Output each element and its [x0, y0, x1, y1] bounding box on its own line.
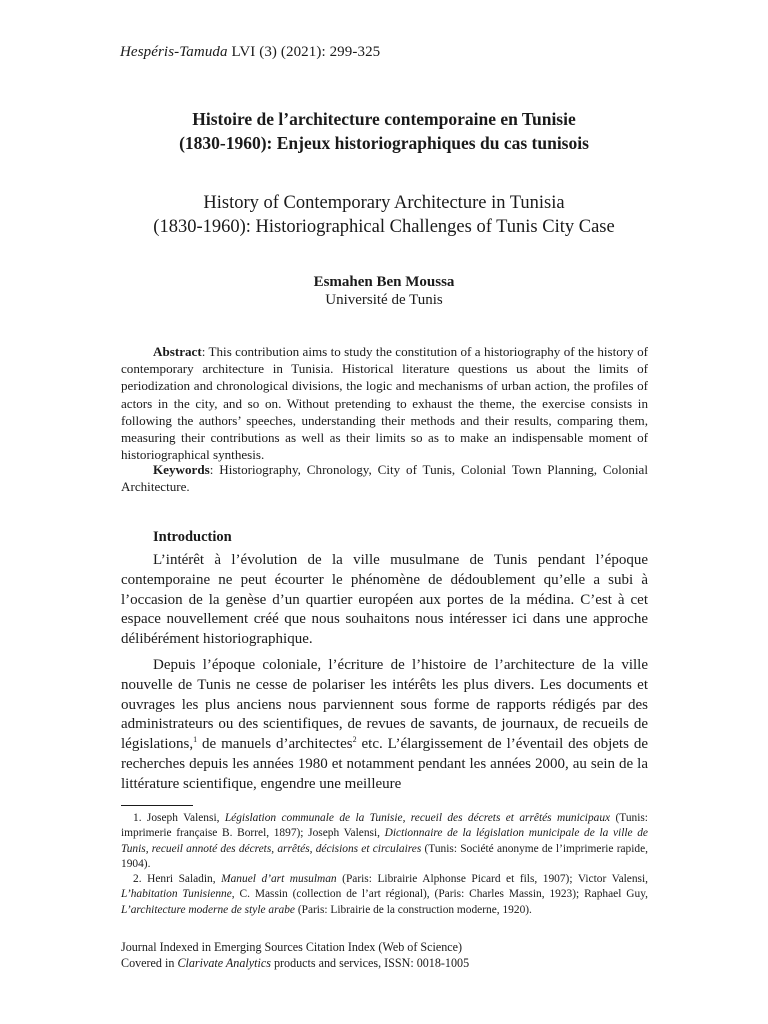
- footer-issn-line: [121, 955, 469, 971]
- body-paragraph-2: [121, 656, 648, 795]
- footer-text: products and services, ISSN: 0018-1005: [270, 956, 470, 970]
- footnote-text: (Tunis: imprimerie française B. Borrel, 1897); Joseph Valensi,: [121, 812, 648, 840]
- footnote-text: (Tunis: Société anonyme de l’imprimerie rapide, 1904).: [121, 842, 649, 870]
- author-affiliation: Université de Tunis: [325, 292, 443, 308]
- abstract: [121, 343, 648, 463]
- footer-brand: Clarivate Analytics: [177, 956, 271, 970]
- footnote-text: 1. Joseph Valensi,: [133, 812, 225, 824]
- paragraph-text: de manuels d’architectes: [197, 736, 353, 753]
- title-french-line1: Histoire de l’architecture contemporaine en Tunisie: [192, 109, 576, 129]
- footnote-divider: [121, 805, 193, 806]
- author-name: Esmahen Ben Moussa: [313, 274, 455, 290]
- footnote-title: Législation communale de la Tunisie, recueil des décrets et arrêtés municipaux: [224, 812, 611, 824]
- keywords-text: : Historiography, Chronology, City of Tunis, Colonial Town Planning, Colonial Architecture.: [121, 462, 648, 495]
- footer-indexing-line: Journal Indexed in Emerging Sources Citation Index (Web of Science): [121, 940, 463, 954]
- body-paragraph-1: L’intérêt à l’évolution de la ville musulmane de Tunis pendant l’époque contemporaine ne peut écourter le phénomène de dédoublement qu’elle a subi à l’occasion de la genèse d’un quartier européen aux portes de la médina. C’est à cet espace nouvellement créé que nous souhaitons nous intéresser ici dans une approche délibérément historiographique.: [121, 552, 648, 648]
- footnote-ref-2[interactable]: 2: [352, 735, 357, 745]
- footnote-title: Dictionnaire de la législation municipale de la ville de Tunis, recueil annoté des décrets, arrêtés, décisions et circulaires: [121, 827, 648, 855]
- keywords: [121, 461, 648, 495]
- footnote-1: [121, 811, 648, 872]
- abstract-label: Abstract: [153, 344, 202, 359]
- title-english-line1: History of Contemporary Architecture in Tunisia: [203, 193, 565, 213]
- footnote-text: , C. Massin (collection de l’art régional), (Paris: Charles Massin, 1923); Raphael Guy,: [231, 888, 648, 901]
- footnote-title: L’habitation Tunisienne: [121, 888, 232, 901]
- footnote-2: [121, 872, 648, 918]
- footnote-ref-1[interactable]: 1: [193, 735, 198, 745]
- paragraph-text: etc. L’élargissement de l’éventail des objets de recherches depuis les années 1980 et notamment pendant les années 2000, au sein de la littérature scientifique, engendre une meilleure: [121, 736, 648, 792]
- journal-issue: LVI (3) (2021): 299-325: [227, 44, 381, 60]
- title-french-line2: (1830-1960): Enjeux historiographiques du cas tunisois: [179, 133, 589, 153]
- footnote-text: 2. Henri Saladin,: [133, 873, 222, 886]
- author-block: [100, 273, 668, 309]
- title-french: [100, 107, 668, 155]
- running-head: [120, 44, 380, 61]
- footer-text: Covered in: [121, 956, 178, 970]
- footnote-text: (Paris: Librairie de la construction moderne, 1920).: [294, 903, 532, 916]
- paragraph-text: Depuis l’époque coloniale, l’écriture de l’histoire de l’architecture de la ville nouvelle de Tunis ne cesse de polariser les intérêts les plus divers. Les documents et ouvrages les plus anciens nous parviennent sous forme de rapports rédigés par des administrateurs ou des scientifiques, de revues de savants, de journaux, de recueils de législations,: [121, 657, 648, 753]
- footnote-title: L’architecture moderne de style arabe: [121, 903, 295, 916]
- title-english: [100, 191, 668, 239]
- footnotes: [121, 811, 648, 918]
- journal-name: Hespéris-Tamuda: [120, 44, 228, 60]
- footnote-title: Manuel d’art musulman: [221, 873, 337, 886]
- footnote-text: (Paris: Librairie Alphonse Picard et fils, 1907); Victor Valensi,: [336, 873, 648, 886]
- keywords-label: Keywords: [153, 462, 210, 477]
- title-english-line2: (1830-1960): Historiographical Challenges of Tunis City Case: [153, 217, 615, 237]
- abstract-text: : This contribution aims to study the constitution of a historiography of the history of contemporary architecture in Tunisia. Historical literature questions us about the limits of periodization and chronological divisions, the logic and mechanisms of urban action, the profiles of actors in the city, and so on. Without pretending to exhaust the theme, the exercise consists in following the authors’ speeches, understanding their methods and their results, comparing them, measuring their contributions as well as their limits so as to make an indispensable moment of historiographical synthesis.: [121, 344, 648, 463]
- section-heading-introduction: Introduction: [153, 529, 232, 545]
- page-footer: [121, 939, 469, 971]
